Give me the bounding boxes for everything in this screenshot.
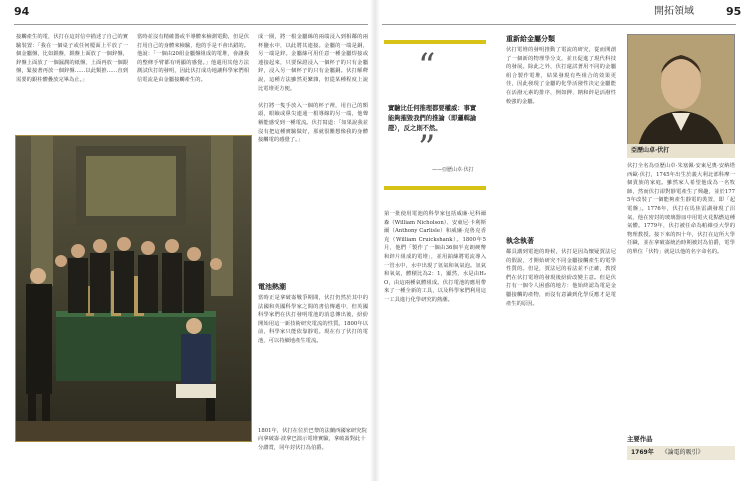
portrait-label: 亞歷山卓·伏打 xyxy=(627,144,735,158)
section-title: 開拓領域 xyxy=(654,6,694,17)
painting-caption: 1801年，伏打在位於巴黎的法蘭西國家研究院向拿破崙·波拿巴演示電堆實驗，拿破崙對此十分讚賞，同年封伏打為伯爵。 xyxy=(258,428,367,451)
major-works-year: 1769年 xyxy=(631,449,654,456)
section-heading-electric-fire: 電池熱潮 xyxy=(258,283,286,291)
header-rule-right xyxy=(382,24,736,25)
right-column-3-text: 伏打全名為亞歷山卓·朱塞佩·安東尼奧·安納塔西歐·伏打，1745年出生於義大利北部科摩一個貴族的家庭。雖然家人希望他成為一名牧師，然而伏打卻對靜電產生了興趣，並於1775年改裝了一個能夠產生靜電的裝置，即「起電盤」。1776年，伏打在馬焦雷湖發現了沼氣，他在密封的玻璃器皿中用電火花點燃這種氣體。1779年，伏打被任命為帕維亞大學的物理教授。接下來的四十年，伏打在這所大學任職，並在拿破崙統治時期被封為伯爵，電學的單位「伏特」就是以他的名字命名的。 xyxy=(627,163,735,255)
quote-bottom-bar xyxy=(384,186,486,190)
major-works-title: 主要作品 xyxy=(627,435,653,443)
right-column-1-text: 第一批使用電池的科學家包括威廉·尼科爾森（William Nicholson）、安東尼·卡利斯爾（Anthony Carlisle）和威廉·克魯克香克（William Cruickshank）。1800年5月，他們「製作了一個由36個半克朗硬幣和鋅片組成的電堆」，並用鉑絲將電流導入一管水中，水中出現了氫氣和氧氣泡。氫氣和氧氣，體積比為2：1，顯然，水是由H₂O，由這兩種氣體組成。伏打電池的應用帶來了一種全新的工具，以及科學家們利用這一工具進行化學研究的熱潮。 xyxy=(384,211,486,303)
section-heading-prejudice: 執念執著 xyxy=(506,237,534,245)
major-works-name: 《論電的吸引》 xyxy=(661,449,704,456)
major-works-box xyxy=(627,434,735,460)
major-works-row xyxy=(627,446,735,460)
quote-close-icon: ” xyxy=(418,128,436,168)
right-page-number: 95 xyxy=(726,5,742,18)
left-column-1-text: 接觸產生的電，伏打在這封信中描述了自己的實驗裝置：「我在一個桌子或任何檯面上平放了一個金屬盤，比如銀盤，銀盤上面放了一個鋅盤，鋅盤上面放了一個濕潤的紙盤，上面再放一個銀盤，緊接著再放一個鋅盤……以此類推……直到需要的銀柱體疊放完畢為止。」 xyxy=(16,34,128,83)
painting-illustration xyxy=(16,136,251,441)
right-column-2b-text: 鄰具講到電池的時候，伏打是因為懷疑賈法尼的假說，才開始研究不同金屬接觸產生的電學性質的。但是，賈法尼的看法並不正確，教授們在伏打電堆的發現後紛紛改變主意。但是伏打有一個令人困惑的地方：他始終認為電是金屬接觸的產物，而沒有意識到化學反應才是電產生的原因。 xyxy=(506,249,616,307)
left-page-number: 94 xyxy=(14,5,30,18)
volta-napoleon-painting xyxy=(15,135,252,442)
left-column-2-text: 當時並沒有精確器或半導體來檢測電動，但是伏打用自己的身體來檢驗，他的手是不會出錯的。他說：「一個由20組金屬盤組成的電堆，會讓我的整條手臂都有明顯的感覺。」他還用其他方法測試伏打的發明，因此伏打成功地讓科學家們相信電流是由金屬接觸產生的。 xyxy=(137,34,249,83)
section-heading-new-metals: 重新給金屬分類 xyxy=(506,35,555,43)
portrait-illustration xyxy=(628,35,734,147)
quote-open-icon: “ xyxy=(418,46,436,86)
book-gutter xyxy=(370,0,380,481)
left-column-3b-text: 當時正是拿破崙戰爭期間，伏打仍然於其中的法國和英國科學家之間的書信傳遞中，但英國科學家們在伏打發明電池的消息傳出後，紛紛開始用這一新技術研究電流的性質。1800年以前，科學家只能依靠靜電。現在有了伏打的電池，可以持續地產生電流。 xyxy=(258,295,368,344)
quote-attribution: ——亞歷山卓·伏打 xyxy=(432,167,474,173)
volta-portrait xyxy=(627,34,735,148)
quote-text: 實驗比任何推理都要權威：事實能夠摧毀我們的推論（即邏輯論證），反之則不然。 xyxy=(388,105,477,132)
left-column-3-text: 成一圈，將一根金屬絲的兩端浸入到相鄰的兩杯鹽水中，以此將其連接。金屬的一端是銅，另一端是鋅。金屬絲可用任意一種金屬焊接或連接起來，只要保證浸入一個杯子的只有金屬鋅，浸入另一個杯子的只有金屬銅。伏打解釋說，這種方法雖然更繁雜，但從某種程度上說比電堆更方便。 伏打將一隻手放入一個的杯子裡，用自己的額頭，眼瞼或鼻尖連通一根導線的另一端，他聲稱能感受到一種電流。伏打寫道：「如果說我並沒有把這種實驗做好，那就很難想像我的身體接觸電的感覺了。」 xyxy=(258,34,368,144)
quote-top-bar xyxy=(384,40,486,44)
header-rule-left xyxy=(14,24,368,25)
right-column-2-text: 伏打電堆的發明推動了電流的研究，從而開創了一個新的物理學分支，並且促進了現代科技的發展。除此之外，伏打還試著用不同的金屬組合製作電堆，結果發現有些組合的效果更佳，因此發現了金屬的化學活潑性決定金屬能在活潑元素的排序，例如鉀、鈉和鋅是活潑性較強的金屬。 xyxy=(506,47,616,105)
